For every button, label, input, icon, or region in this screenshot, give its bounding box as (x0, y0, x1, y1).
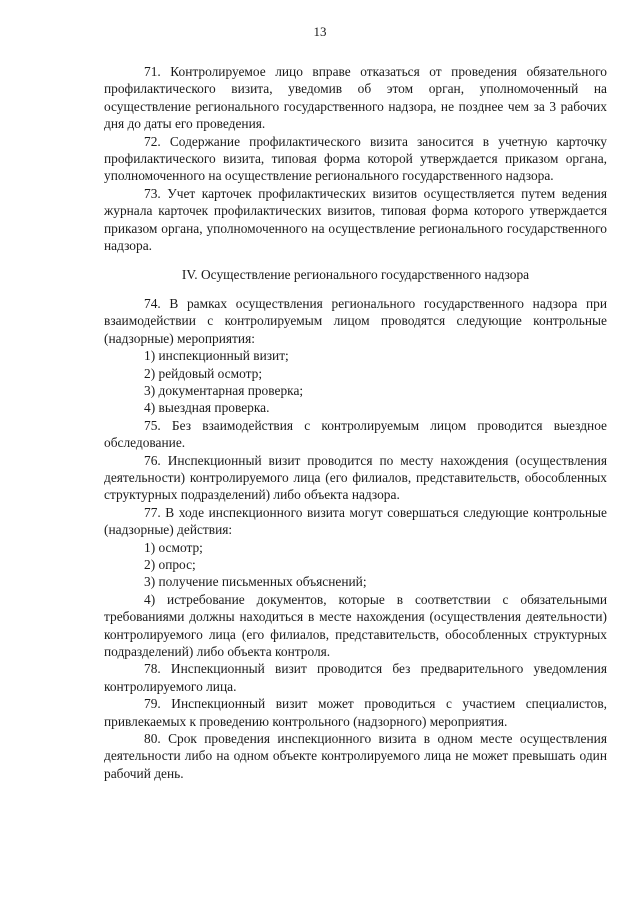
list-item: 3) получение письменных объяснений; (144, 574, 367, 590)
list-item: 2) рейдовый осмотр; (144, 365, 263, 381)
list-item: 2) опрос; (144, 556, 196, 572)
paragraph-79: 79. Инспекционный визит может проводиться с участием специалистов, привлекаемых к проведению контрольного (надзорного) мероприятия. (104, 696, 607, 729)
paragraph-80: 80. Срок проведения инспекционного визита в одном месте осуществления деятельности либо на одном объекте контролируемого лица не может превышать один рабочий день. (104, 731, 607, 781)
paragraph-72: 72. Содержание профилактического визита заносится в учетную карточку профилактического визита, типовая форма которой утверждается приказом органа, уполномоченного на осуществление регионального государственного надзора. (104, 133, 607, 184)
page-number: 13 (313, 24, 327, 39)
paragraph-77: 77. В ходе инспекционного визита могут совершаться следующие контрольные (надзорные) действия: (104, 504, 607, 538)
list-item: 4) выездная проверка. (144, 400, 270, 416)
document-body (104, 63, 607, 782)
list-item: 1) инспекционный визит; (144, 348, 289, 364)
paragraph-76: 76. Инспекционный визит проводится по месту нахождения (осуществления деятельности) контролируемого лица (его филиалов, представительств, обособленных структурных подразделений) либо объекта надзора. (104, 452, 607, 503)
paragraph-78: 78. Инспекционный визит проводится без предварительного уведомления контролируемого лица. (104, 661, 607, 694)
paragraph-71: 71. Контролируемое лицо вправе отказаться от проведения обязательного профилактического визита, уведомив об этом орган, уполномоченный на осуществление регионального государственного надзора, не позднее чем за 3 рабочих дня до даты его проведения. (104, 64, 607, 132)
list-item: 3) документарная проверка; (144, 382, 304, 398)
paragraph-73: 73. Учет карточек профилактических визитов осуществляется путем ведения журнала карточек профилактических визитов, типовая форма которого утверждается приказом органа, уполномоченного на осуществление регионального государственного надзора. (104, 185, 607, 254)
section-heading: IV. Осуществление регионального государственного надзора (181, 267, 530, 283)
paragraph-74: 74. В рамках осуществления регионального государственного надзора при взаимодействии с контролируемым лицом проводятся следующие контрольные (надзорные) мероприятия: (104, 295, 607, 346)
list-item: 1) осмотр; (144, 539, 203, 555)
paragraph-75: 75. Без взаимодействия с контролируемым лицом проводится выездное обследование. (104, 417, 607, 451)
list-item: 4) истребование документов, которые в соответствии с обязательными требованиями должны находиться в месте нахождения (осуществления деятельности) контролируемого лица (его филиалов, представительств, обособленных структурных подразделений) либо объекта контроля. (104, 591, 607, 659)
